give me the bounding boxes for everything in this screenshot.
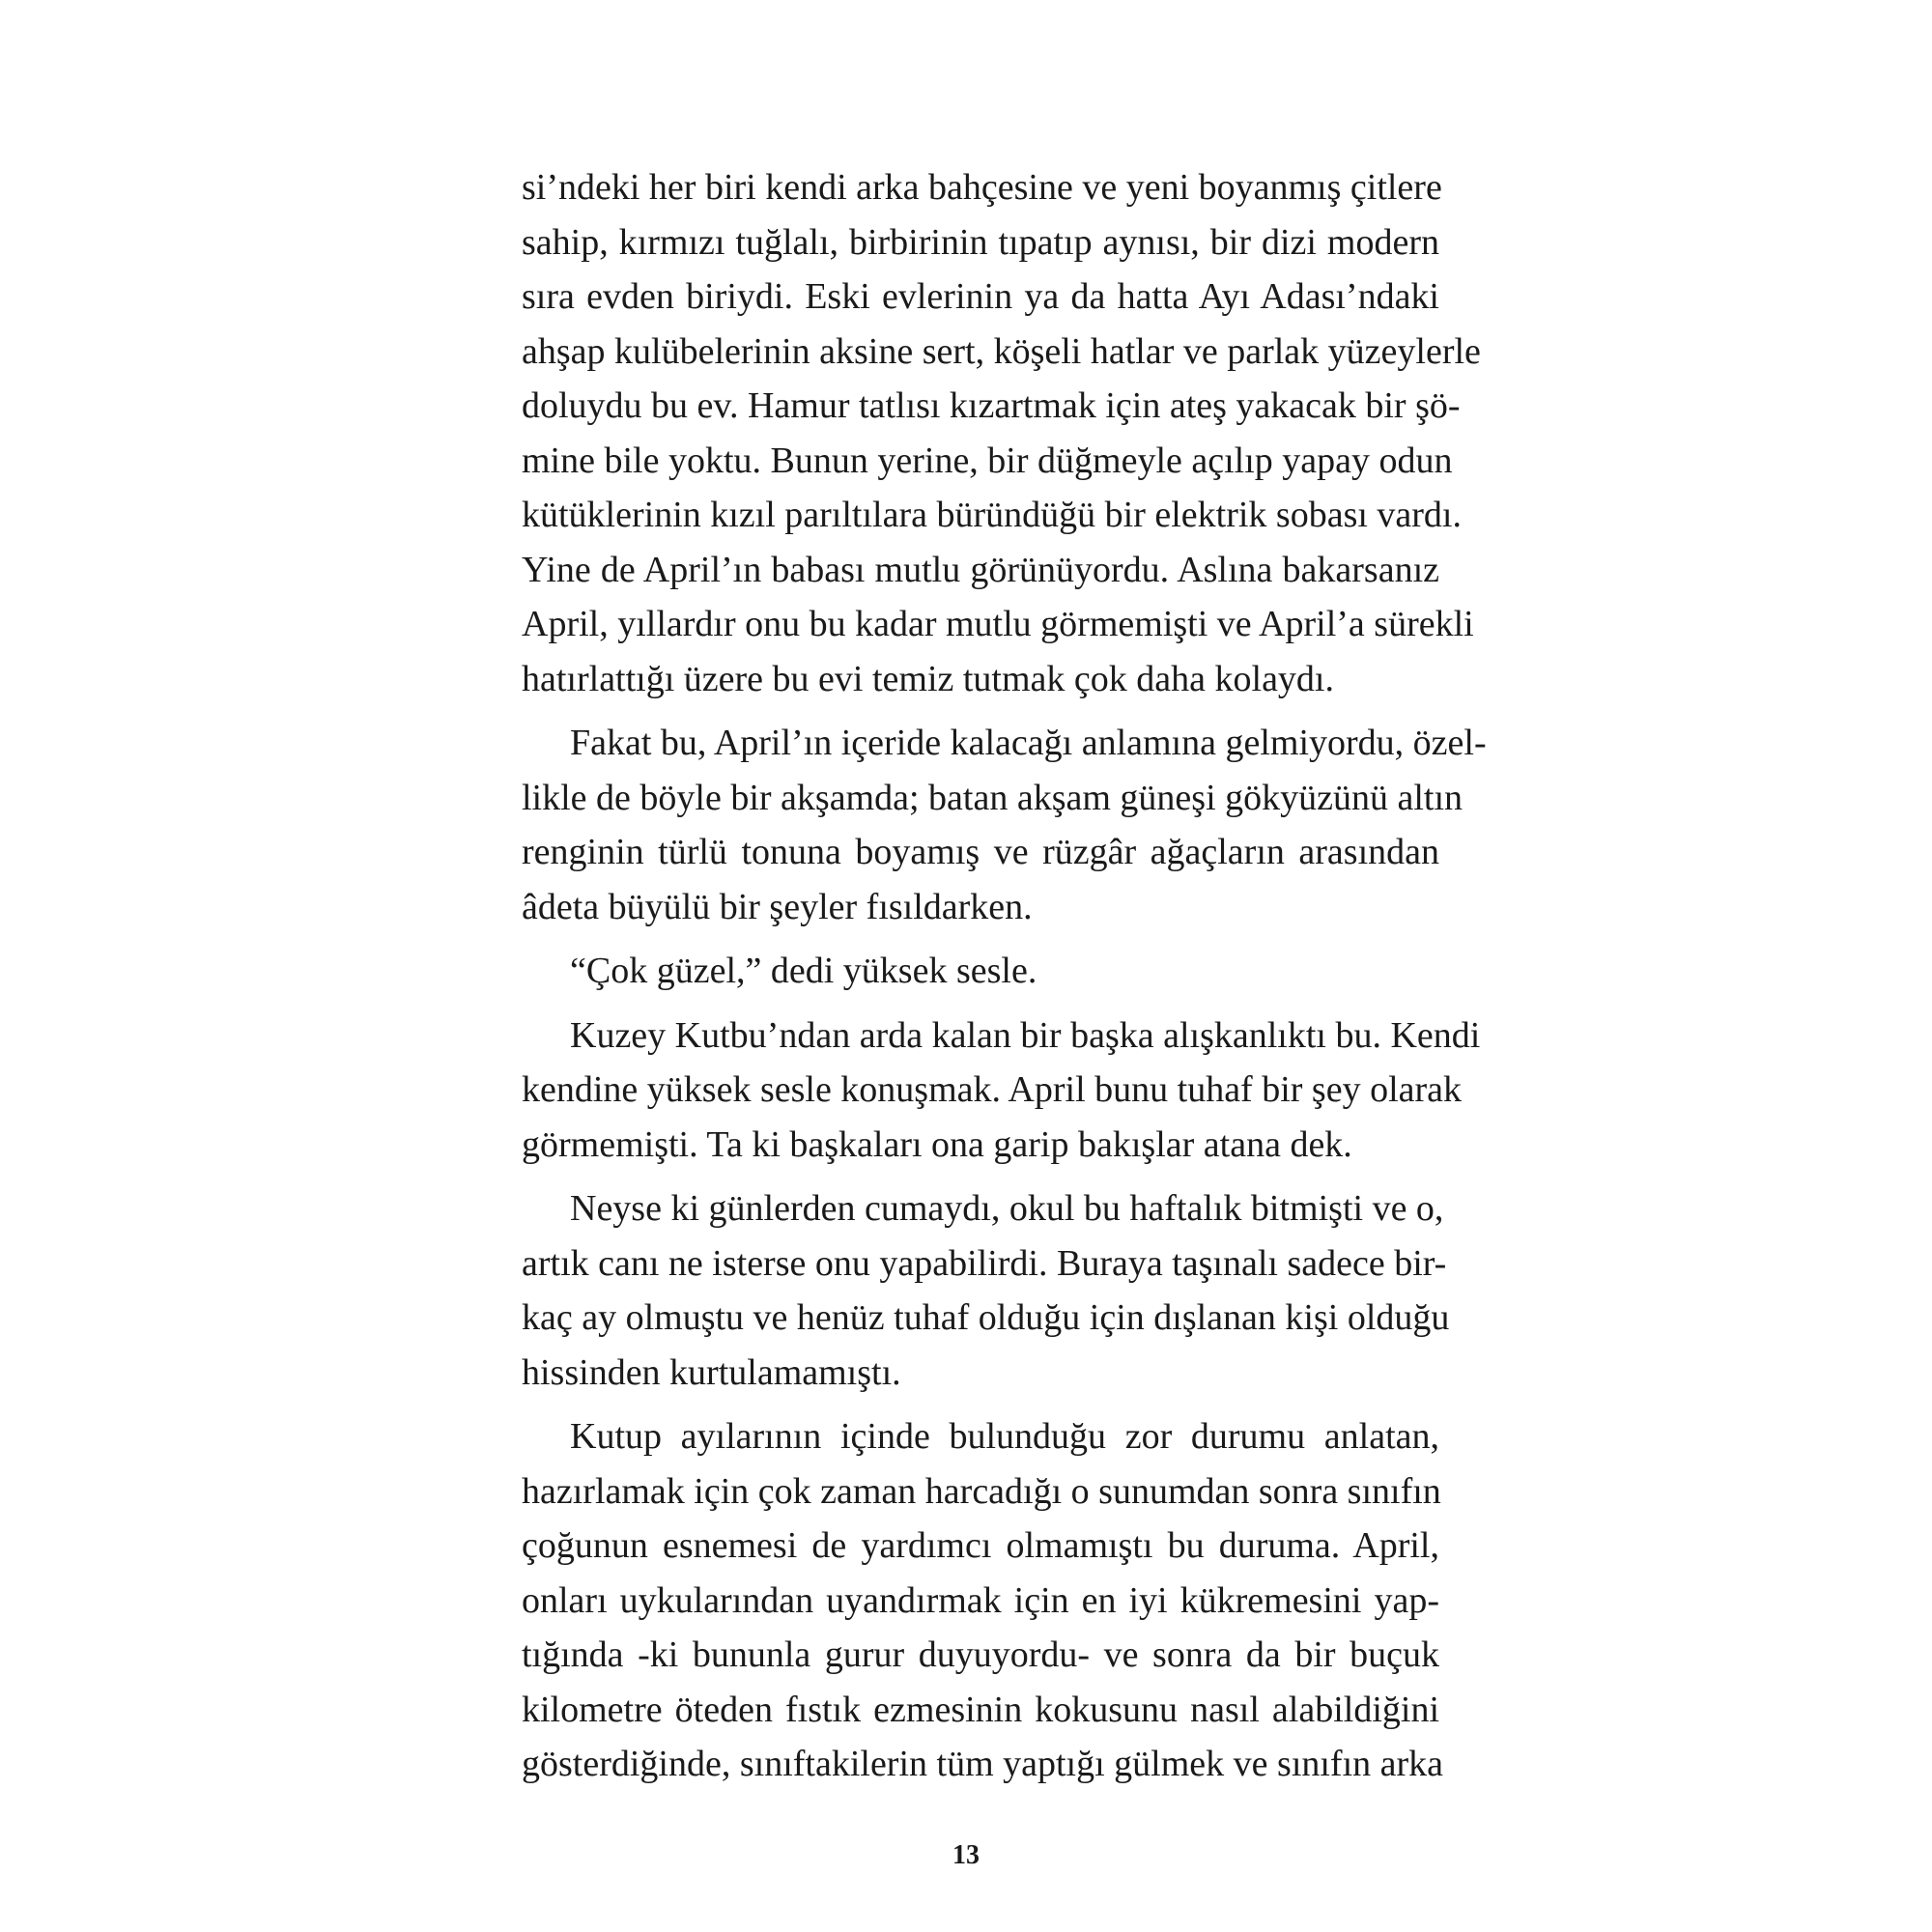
text-line: ahşap kulübelerinin aksine sert, köşeli hatlar ve parlak yüzeylerle <box>522 330 1481 372</box>
text-line: “Çok güzel,” dedi yüksek sesle. <box>570 951 1037 991</box>
text-line: hazırlamak için çok zaman harcadığı o sunumdan sonra sınıfın <box>522 1470 1441 1512</box>
paragraph <box>522 1409 1444 1792</box>
text-line: artık canı ne isterse onu yapabilirdi. Buraya taşınalı sadece bir- <box>522 1242 1447 1284</box>
text-line: onları uykularından uyandırmak için en iyi kükremesini yap- <box>522 1579 1439 1621</box>
text-line: renginin türlü tonuna boyamış ve rüzgâr ağaçların arasından <box>522 832 1439 872</box>
paragraph <box>522 1009 1481 1173</box>
text-line: Yine de April’ın babası mutlu görünüyordu. Aslına bakarsanız <box>522 549 1439 590</box>
text-line: kendine yüksek sesle konuşmak. April bunu tuhaf bir şey olarak <box>522 1069 1463 1110</box>
text-line: Fakat bu, April’ın içeride kalacağı anlamına gelmiyordu, özel- <box>570 723 1487 763</box>
text-line: Kuzey Kutbu’ndan arda kalan bir başka alışkanlıktı bu. Kendi <box>570 1014 1481 1056</box>
text-line: görmemişti. Ta ki başkaları ona garip bakışlar atana dek. <box>522 1123 1352 1165</box>
text-line: sıra evden biriydi. Eski evlerinin ya da hatta Ayı Adası’ndaki <box>522 276 1439 317</box>
text-line: doluydu bu ev. Hamur tatlısı kızartmak için ateş yakacak bir şö- <box>522 385 1461 426</box>
text-line: Neyse ki günlerden cumaydı, okul bu haftalık bitmişti ve o, <box>570 1188 1444 1229</box>
body-text <box>522 160 1487 1802</box>
text-line: tığında -ki bununla gurur duyuyordu- ve sonra da bir buçuk <box>522 1634 1439 1675</box>
paragraph <box>522 1181 1450 1400</box>
paragraph <box>522 716 1487 934</box>
text-line: çoğunun esnemesi de yardımcı olmamıştı bu duruma. April, <box>522 1525 1439 1566</box>
text-line: kilometre öteden fıstık ezmesinin kokusunu nasıl alabildiğini <box>522 1689 1439 1730</box>
paragraph <box>522 944 1439 999</box>
text-line: sahip, kırmızı tuğlalı, birbirinin tıpatıp aynısı, bir dizi modern <box>522 221 1439 263</box>
text-line: âdeta büyülü bir şeyler fısıldarken. <box>522 886 1033 927</box>
text-line: si’ndeki her biri kendi arka bahçesine ve yeni boyanmış çitlere <box>522 167 1442 208</box>
text-line: kaç ay olmuştu ve henüz tuhaf olduğu için dışlanan kişi olduğu <box>522 1297 1450 1338</box>
text-line: Kutup ayılarının içinde bulunduğu zor durumu anlatan, <box>570 1416 1439 1457</box>
text-line: mine bile yoktu. Bunun yerine, bir düğmeyle açılıp yapay odun <box>522 440 1453 481</box>
text-line: hatırlattığı üzere bu evi temiz tutmak çok daha kolaydı. <box>522 658 1334 699</box>
text-line: kütüklerinin kızıl parıltılara büründüğü bir elektrik sobası vardı. <box>522 495 1462 535</box>
text-line: gösterdiğinde, sınıftakilerin tüm yaptığı gülmek ve sınıfın arka <box>522 1744 1444 1784</box>
text-line: April, yıllardır onu bu kadar mutlu görmemişti ve April’a sürekli <box>522 604 1474 644</box>
text-line: likle de böyle bir akşamda; batan akşam güneşi gökyüzünü altın <box>522 777 1463 818</box>
paragraph <box>522 160 1481 706</box>
text-line: hissinden kurtulamamıştı. <box>522 1351 901 1393</box>
page-number: 13 <box>952 1840 980 1870</box>
